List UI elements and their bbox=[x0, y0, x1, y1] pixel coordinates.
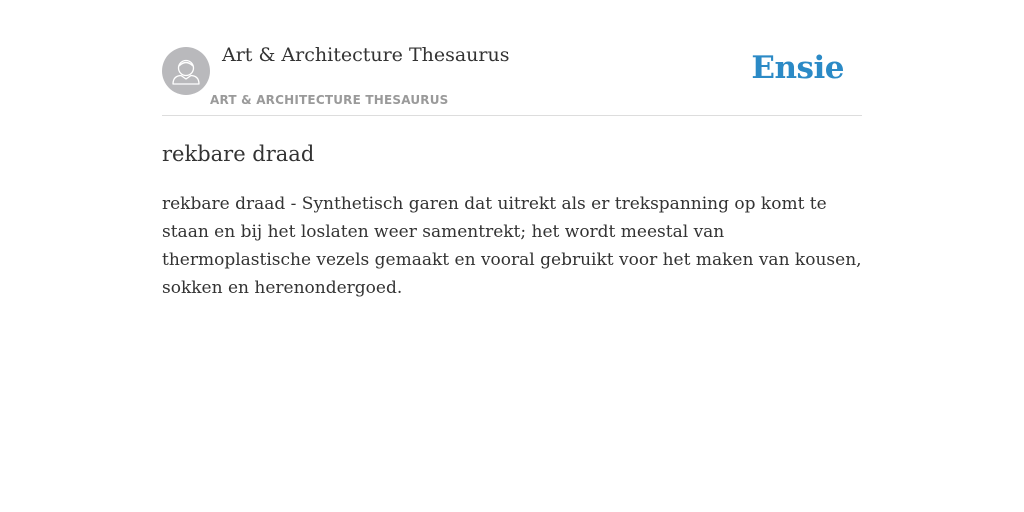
header bbox=[162, 0, 862, 116]
main-content bbox=[162, 138, 862, 302]
source-subtitle: ART & ARCHITECTURE THESAURUS bbox=[210, 93, 449, 107]
definition-text: rekbare draad - Synthetisch garen dat uitrekt als er trekspanning op komt te staan en bij het loslaten weer samentrekt; het wordt meestal van thermoplastische vezels gemaakt en vooral gebruikt voor het maken van kousen, sokken en herenondergoed. bbox=[162, 194, 862, 298]
page-title: rekbare draad bbox=[162, 142, 315, 166]
brand-logo[interactable]: Ensie bbox=[751, 50, 844, 86]
source-title-link[interactable]: Art & Architecture Thesaurus bbox=[222, 44, 510, 66]
user-avatar-icon[interactable] bbox=[162, 47, 210, 95]
